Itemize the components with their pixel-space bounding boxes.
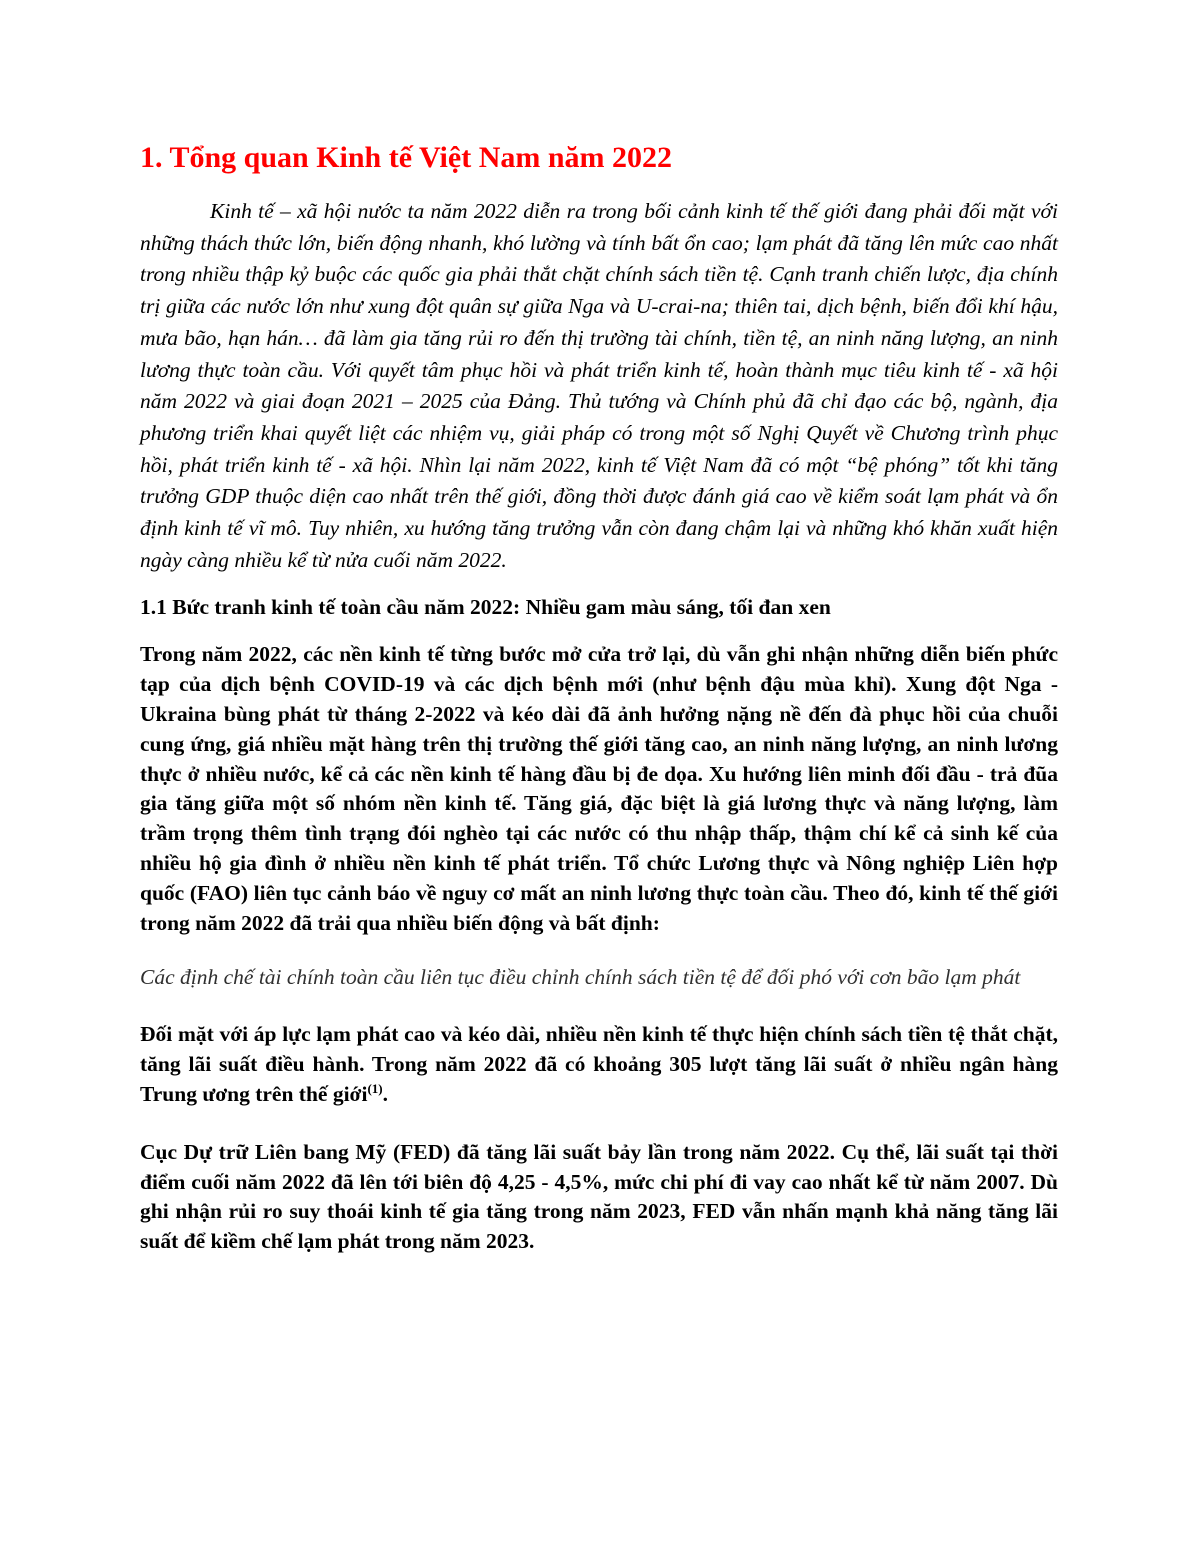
subsection-heading: 1.1 Bức tranh kinh tế toàn cầu năm 2022: Nhiều gam màu sáng, tối đan xen — [140, 595, 831, 620]
paragraph-text: Đối mặt với áp lực lạm phát cao và kéo dài, nhiều nền kinh tế thực hiện chính sách tiền tệ thắt chặt, tăng lãi suất điều hành. Trong năm 2022 đã có khoảng 305 lượt tăng lãi suất ở nhiều ngân hàng Trung ương trên thế giới — [140, 1022, 1058, 1106]
document-page — [140, 140, 1058, 1257]
italic-subheading: Các định chế tài chính toàn cầu liên tục điều chỉnh chính sách tiền tệ để đối phó với cơn bão lạm phát — [140, 965, 1021, 990]
footnote-marker[interactable]: (1) — [367, 1080, 383, 1096]
section-heading: 1. Tổng quan Kinh tế Việt Nam năm 2022 — [140, 141, 673, 174]
paragraph-end: . — [382, 1082, 388, 1106]
body-paragraph-monetary-tightening — [140, 1020, 1058, 1109]
body-paragraph-fed: Cục Dự trữ Liên bang Mỹ (FED) đã tăng lãi suất bảy lần trong năm 2022. Cụ thể, lãi suất tại thời điểm cuối năm 2022 đã lên tới biên độ 4,25 - 4,5%, mức chi phí đi vay cao nhất kể từ năm 2007. Dù ghi nhận rủi ro suy thoái kinh tế gia tăng trong năm 2023, FED vẫn nhấn mạnh khả năng tăng lãi suất để kiềm chế lạm phát trong năm 2023. — [140, 1139, 1058, 1254]
intro-paragraph: Kinh tế – xã hội nước ta năm 2022 diễn ra trong bối cảnh kinh tế thế giới đang phải đối mặt với những thách thức lớn, biến động nhanh, khó lường và tính bất ổn cao; lạm phát đã tăng lên mức cao nhất trong nhiều thập kỷ buộc các quốc gia phải thắt chặt chính sách tiền tệ. Cạnh tranh chiến lược, địa chính trị giữa các nước lớn như xung đột quân sự giữa Nga và U-crai-na; thiên tai, dịch bệnh, biến đổi khí hậu, mưa bão, hạn hán… đã làm gia tăng rủi ro đến thị trường tài chính, tiền tệ, an ninh năng lượng, an ninh lương thực toàn cầu. Với quyết tâm phục hồi và phát triển kinh tế, hoàn thành mục tiêu kinh tế - xã hội năm 2022 và giai đoạn 2021 – 2025 của Đảng. Thủ tướng và Chính phủ đã chỉ đạo các bộ, ngành, địa phương triển khai quyết liệt các nhiệm vụ, giải pháp có trong một số Nghị Quyết về Chương trình phục hồi, phát triển kinh tế - xã hội. Nhìn lại năm 2022, kinh tế Việt Nam đã có một “bệ phóng” tốt khi tăng trưởng GDP thuộc diện cao nhất trên thế giới, đồng thời được đánh giá cao về kiểm soát lạm phát và ổn định kinh tế vĩ mô. Tuy nhiên, xu hướng tăng trưởng vẫn còn đang chậm lại và những khó khăn xuất hiện ngày càng nhiều kể từ nửa cuối năm 2022. — [140, 199, 1058, 572]
body-paragraph-global-economy: Trong năm 2022, các nền kinh tế từng bước mở cửa trở lại, dù vẫn ghi nhận những diễn biến phức tạp của dịch bệnh COVID-19 và các dịch bệnh mới (như bệnh đậu mùa khỉ). Xung đột Nga - Ukraina bùng phát từ tháng 2-2022 và kéo dài đã ảnh hưởng nặng nề đến đà phục hồi của chuỗi cung ứng, giá nhiều mặt hàng trên thị trường thế giới tăng cao, an ninh năng lượng, an ninh lương thực ở nhiều nước, kể cả các nền kinh tế hàng đầu bị đe dọa. Xu hướng liên minh đối đầu - trả đũa gia tăng giữa một số nhóm nền kinh tế. Tăng giá, đặc biệt là giá lương thực và năng lượng, làm trầm trọng thêm tình trạng đói nghèo tại các nước có thu nhập thấp, thậm chí kể cả sinh kế của nhiều hộ gia đình ở nhiều nền kinh tế phát triển. Tổ chức Lương thực và Nông nghiệp Liên hợp quốc (FAO) liên tục cảnh báo về nguy cơ mất an ninh lương thực toàn cầu. Theo đó, kinh tế thế giới trong năm 2022 đã trải qua nhiều biến động và bất định: — [140, 642, 1058, 935]
